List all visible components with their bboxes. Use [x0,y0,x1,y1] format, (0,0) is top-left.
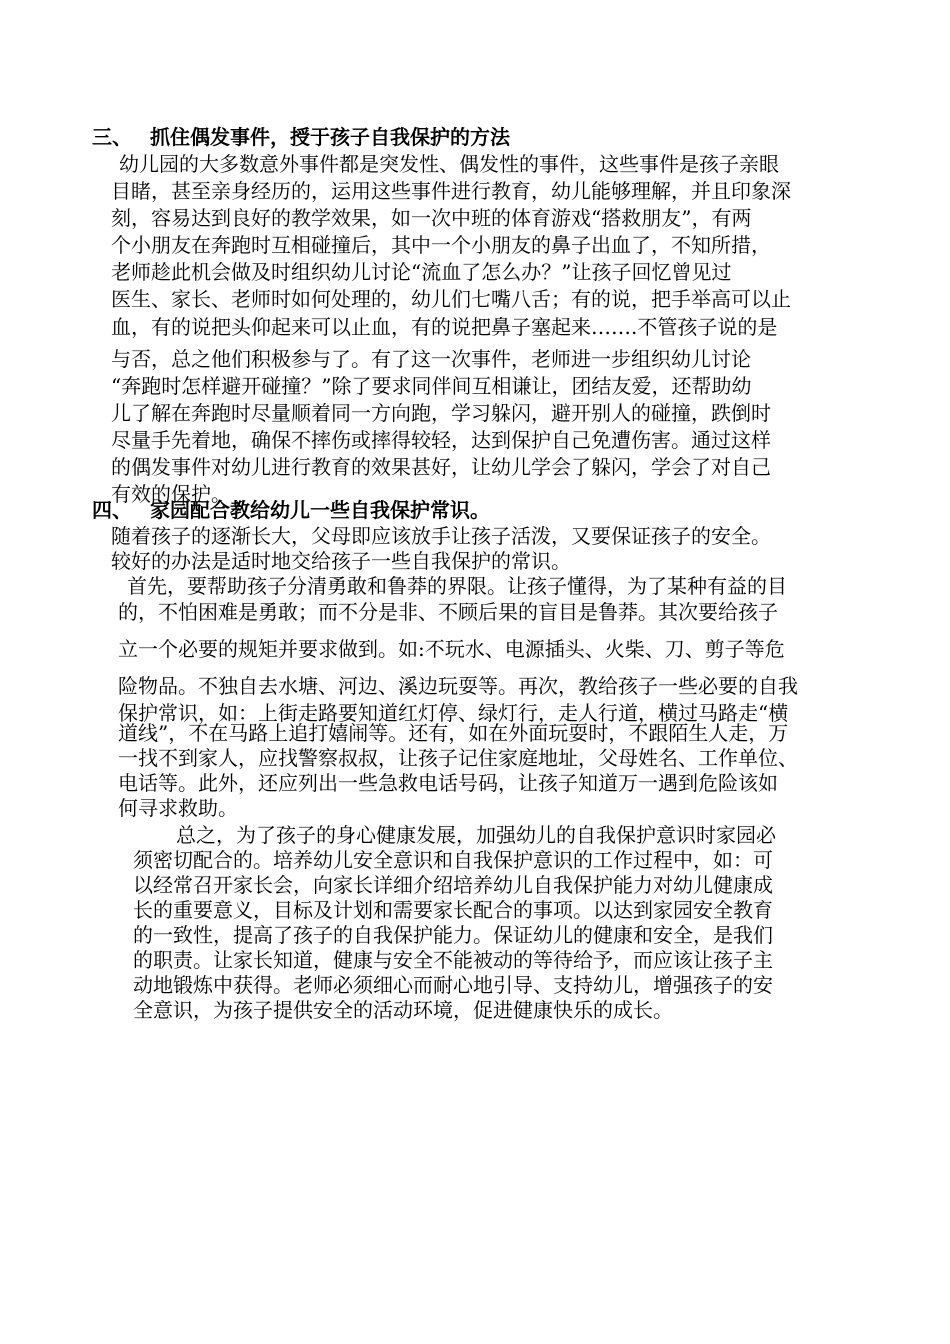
paragraph-line: 老师趁此机会做及时组织幼儿讨论“流血了怎么办？”让孩子回忆曾见过 [111,260,732,284]
paragraph-line: 总之，为了孩子的身心健康发展，加强幼儿的自我保护意识时家园必 [176,823,776,847]
paragraph-line: 首先，要帮助孩子分清勇敢和鲁莽的界限。让孩子懂得，为了某种有益的目 [127,574,787,598]
paragraph-line: 个小朋友在奔跑时互相碰撞后，其中一个小朋友的鼻子出血了，不知所措， [111,233,771,257]
paragraph-line: 医生、家长、老师时如何处理的，幼儿们七嘴八舌；有的说，把手举高可以止 [111,287,791,311]
paragraph-line: 须密切配合的。培养幼儿安全意识和自我保护意识的工作过程中，如：可 [133,848,773,872]
paragraph-line: 电话等。此外，还应列出一些急救电话号码，让孩子知道万一遇到危险该如 [118,771,778,795]
paragraph-line: 的，不怕困难是勇敢；而不分是非、不顾后果的盲目是鲁莽。其次要给孩子 [118,600,778,624]
paragraph-line: 与否，总之他们积极参与了。有了这一次事件，老师进一步组织幼儿讨论 [111,347,751,371]
paragraph-line: 儿了解在奔跑时尽量顺着同一方向跑，学习躲闪，避开别人的碰撞，跌倒时 [111,401,771,425]
paragraph-line: 道线”，不在马路上追打嬉闹等。还有，如在外面玩耍时，不跟陌生人走，万 [118,721,789,745]
paragraph-line: 目睹，甚至亲身经历的，运用这些事件进行教育，幼儿能够理解，并且印象深 [111,179,791,203]
paragraph-line: 刻，容易达到良好的教学效果，如一次中班的体育游戏“搭救朋友”，有两 [111,206,752,230]
paragraph-line: 较好的办法是适时地交给孩子一些自我保护的常识。 [111,549,571,573]
paragraph-line: 随着孩子的逐渐长大，父母即应该放手让孩子活泼，又要保证孩子的安全。 [111,524,771,548]
paragraph-line: 的职责。让家长知道，健康与安全不能被动的等待给予，而应该让孩子主 [133,948,773,972]
paragraph-line: 险物品。不独自去水塘、河边、溪边玩耍等。再次，教给孩子一些必要的自我 [118,674,798,698]
section-three-number: 三、 [92,125,132,149]
paragraph-line: 一找不到家人，应找警察叔叔，让孩子记住家庭地址，父母姓名、工作单位、 [118,746,798,770]
paragraph-line: 幼儿园的大多数意外事件都是突发性、偶发性的事件，这些事件是孩子亲眼 [119,152,779,176]
paragraph-line: 有效的保护。 [111,482,231,506]
paragraph-line: 何寻求救助。 [118,796,238,820]
paragraph-line: 保护常识，如：上街走路要知道红灯停、绿灯行，走人行道，横过马路走“横 [118,701,789,725]
paragraph-line: 长的重要意义，目标及计划和需要家长配合的事项。以达到家园安全教育 [133,898,773,922]
paragraph-line: “奔跑时怎样避开碰撞？”除了要求同伴间互相谦让，团结友爱，还帮助幼 [111,374,752,398]
section-four-number: 四、 [92,498,132,522]
section-three-title: 抓住偶发事件，授于孩子自我保护的方法 [150,125,510,149]
paragraph-line: 立一个必要的规矩并要求做到。如:不玩水、电源插头、火柴、刀、剪子等危 [118,637,785,661]
section-four-title: 家园配合教给幼儿一些自我保护常识。 [150,498,490,522]
paragraph-line: 以经常召开家长会，向家长详细介绍培养幼儿自我保护能力对幼儿健康成 [133,873,773,897]
paragraph-line: 的一致性，提高了孩子的自我保护能力。保证幼儿的健康和安全，是我们 [133,923,773,947]
paragraph-line: 的偶发事件对幼儿进行教育的效果甚好，让幼儿学会了躲闪，学会了对自己 [111,455,771,479]
section-four-heading [92,497,490,523]
paragraph-line: 全意识，为孩子提供安全的活动环境，促进健康快乐的成长。 [133,998,673,1022]
paragraph-line: 尽量手先着地，确保不摔伤或摔得较轻，达到保护自己免遭伤害。通过这样 [111,428,771,452]
paragraph-line: 动地锻炼中获得。老师必须细心而耐心地引导、支持幼儿，增强孩子的安 [133,973,773,997]
paragraph-line: 血，有的说把头仰起来可以止血，有的说把鼻子塞起来…….不管孩子说的是 [111,315,778,339]
section-three-heading [92,124,510,150]
